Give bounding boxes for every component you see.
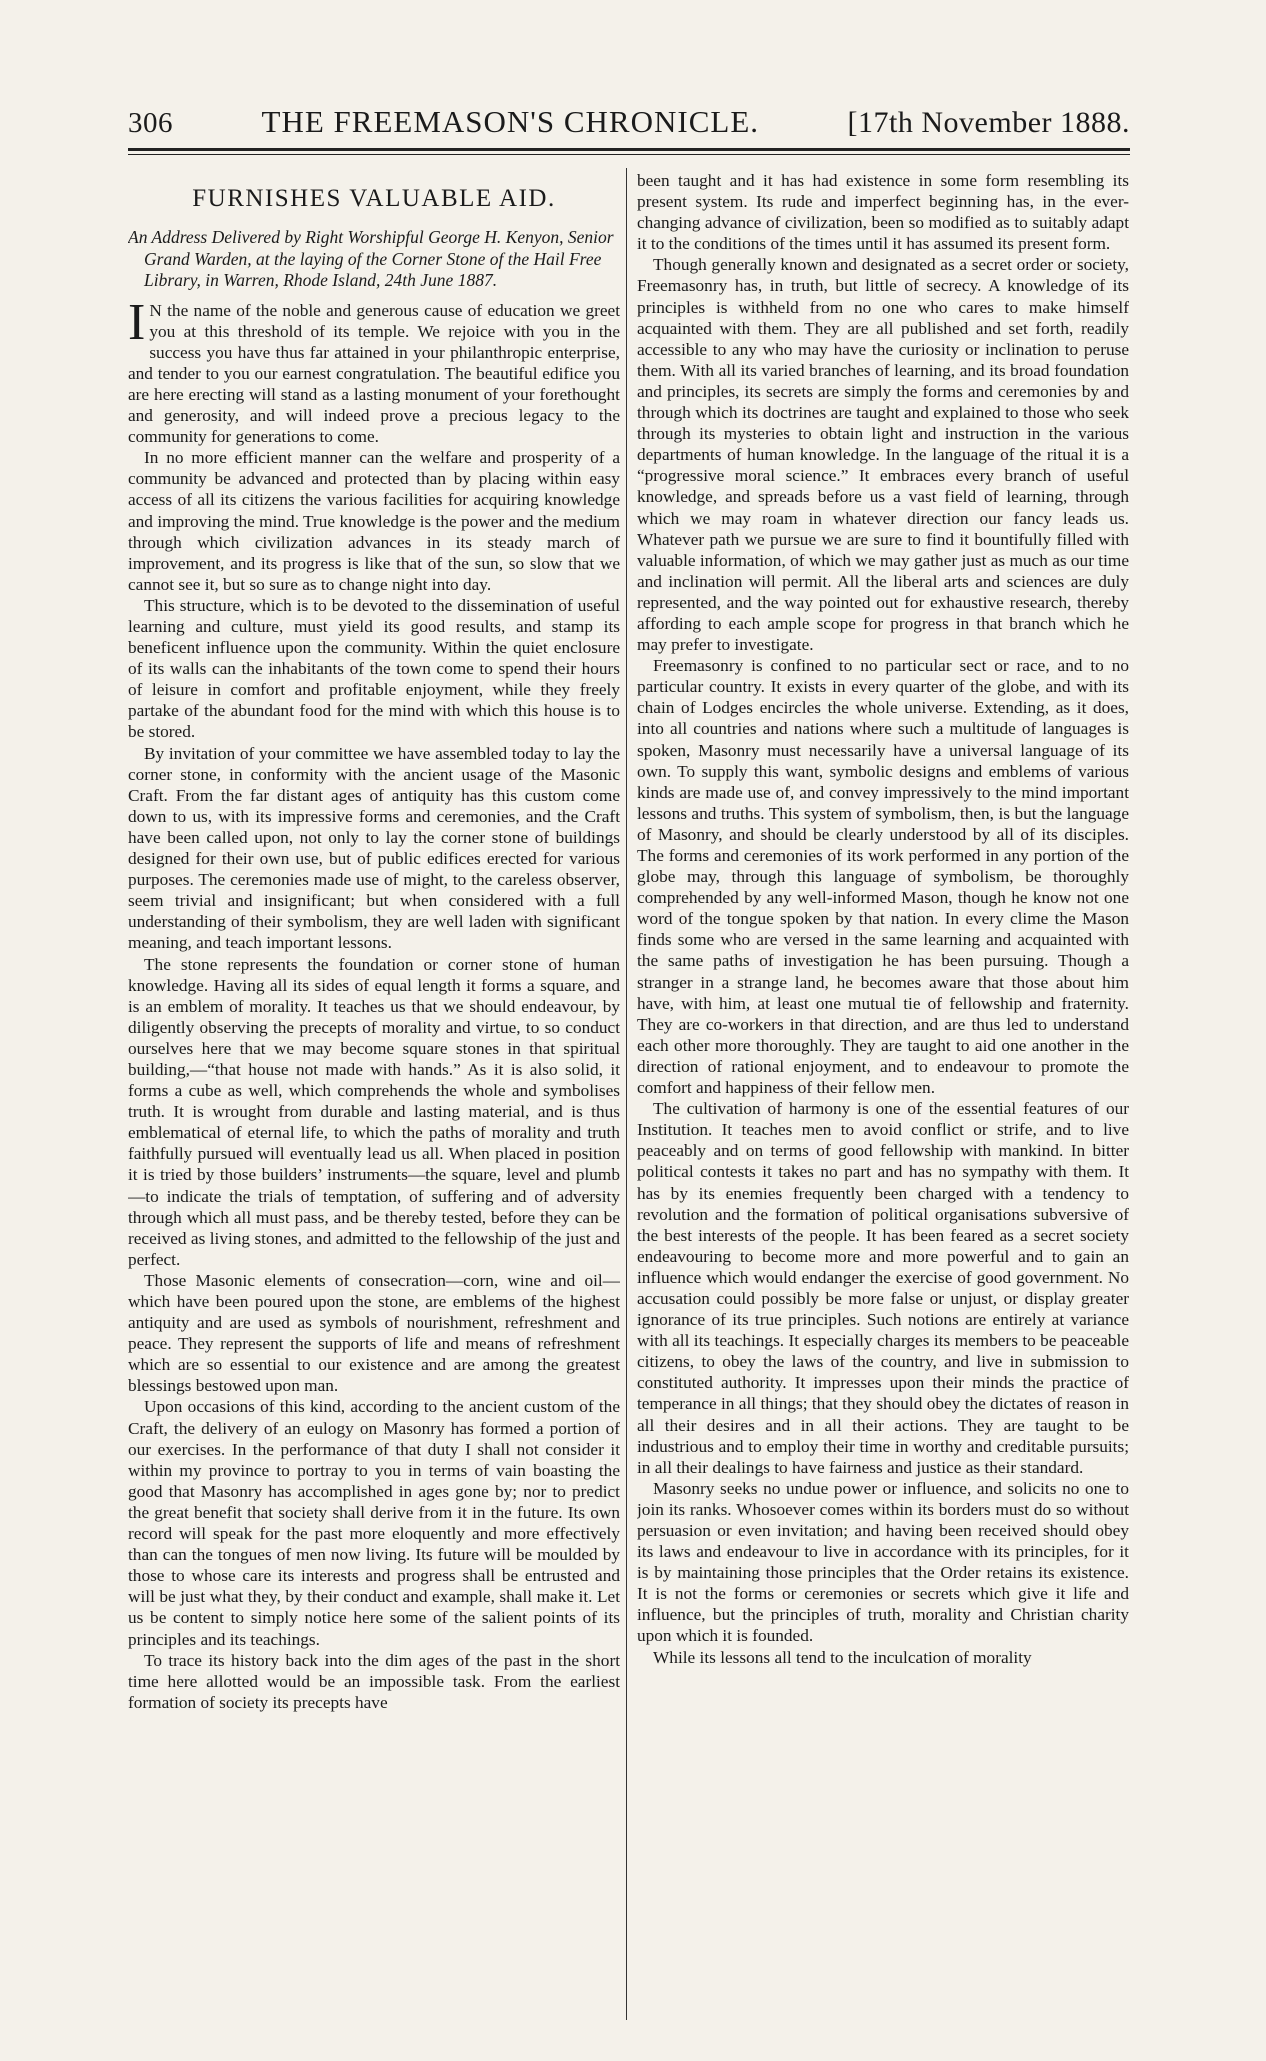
article-byline: An Address Delivered by Right Worshipful George H. Kenyon, Senior Grand Warden, at the laying of the Corner Stone of the Hail Free Library, in Warren, Rhode Island, 24th June 1887. — [128, 227, 614, 291]
page-number: 306 — [128, 107, 173, 139]
article-paragraph: To trace its history back into the dim ages of the past in the short time here allotted would be an impossible task. From the earliest formation of society its precepts have — [128, 1650, 620, 1712]
article-paragraph: In no more efficient manner can the welfare and prosperity of a community be advanced and protected than by placing within easy access of all its citizens the various facilities for acquiring knowledge and improving the mind. True knowledge is the power and the medium through which civilization advances in its steady march of improvement, and its progress is like that of the sun, so slow that we cannot see it, but so sure as to change night into day. — [128, 448, 620, 594]
article-paragraph: Masonry seeks no undue power or influence, and solicits no one to join its ranks. Whosoever comes within its borders must do so without persuasion or even invitation; and having been received should obey its laws and endeavour to live in accordance with its principles, for it is by maintaining those principles that the Order retains its existence. It is not the forms or ceremonies or secrets which give it life and influence, but the principles of truth, morality and Christian charity upon which it is founded. — [637, 1478, 1129, 1646]
issue-date: [17th November 1888. — [847, 106, 1130, 139]
article-paragraph: By invitation of your committee we have assembled today to lay the corner stone, in conformity with the ancient usage of the Masonic Craft. From the far distant ages of antiquity has this custom come down to us, with its impressive forms and ceremonies, and the Craft have been called upon, not only to lay the corner stone of buildings designed for their own use, but of public edifices erected for various purposes. The ceremonies made use of might, to the careless observer, seem trivial and insignificant; but when considered with a full understanding of their symbolism, they are well laden with significant meaning, and teach important lessons. — [128, 743, 620, 953]
article-paragraph: This structure, which is to be devoted to the dissemination of useful learning and culture, must yield its good results, and stamp its beneficent influence upon the community. Within the quiet enclosure of its walls can the inhabitants of the town come to spend their hours of leisure in comfort and profitable enjoyment, while they freely partake of the abundant food for the mind with which this house is to be stored. — [128, 595, 620, 742]
lead-paragraph — [128, 293, 620, 448]
publication-title: THE FREEMASON'S CHRONICLE. — [261, 104, 760, 139]
left-column — [128, 170, 620, 2020]
lead-paragraph-text: N the name of the noble and generous cause of education we greet you at this threshold of its temple. We rejoice with you in the success you have thus far attained in your philanthropic enterprise, and tender to you our earnest congratulation. The beautiful edifice you are here erecting will stand as a lasting monument of your forethought and generosity, and will indeed prove a precious legacy to the community for generations to come. — [128, 300, 620, 447]
article-headline: FURNISHES VALUABLE AID. — [192, 185, 556, 212]
column-divider — [626, 168, 627, 2020]
header-rule-thin — [128, 154, 1130, 155]
header-rule-thick — [128, 148, 1130, 151]
article-paragraph: While its lessons all tend to the inculcation of morality — [653, 1647, 1032, 1667]
page-header — [128, 104, 1130, 144]
article-paragraph: Though generally known and designated as a secret order or society, Freemasonry has, in truth, but little of secrecy. A knowledge of its principles is withheld from no one who cares to make himself acquainted with them. They are all published and set forth, readily accessible to any who may have the curiosity or inclination to peruse them. With all its varied branches of learning, and its broad foundation and principles, its secrets are simply the forms and ceremonies by and through which its doctrines are taught and explained to those who seek through its mysteries to obtain light and instruction in the various departments of human knowledge. In the language of the ritual it is a “progressive moral science.” It embraces every branch of useful knowledge, and spreads before us a vast field of learning, through which we may roam in whatever direction our fancy leads us. Whatever path we pursue we are sure to find it bountifully filled with valuable information, of which we may gather just as much as our time and inclination will permit. All the liberal arts and sciences are duly represented, and the way pointed out for exhaustive research, thereby affording to each ample scope for progress in that branch which he may prefer to investigate. — [637, 255, 1129, 655]
right-column — [637, 170, 1129, 2020]
drop-cap: I — [128, 293, 146, 351]
article-paragraph: Those Masonic elements of consecration—corn, wine and oil—which have been poured upon the stone, are emblems of the highest antiquity and are used as symbols of nourishment, refreshment and peace. They represent the supports of life and means of refreshment which are so essential to our existence and are among the greatest blessings bestowed upon man. — [128, 1270, 620, 1396]
article-paragraph: Freemasonry is confined to no particular sect or race, and to no particular country. It exists in every quarter of the globe, and with its chain of Lodges encircles the whole universe. Extending, as it does, into all countries and nations where such a multitude of languages is spoken, Masonry must necessarily have a universal language of its own. To supply this want, symbolic designs and emblems of various kinds are made use of, and convey impressively to the mind important lessons and truths. This system of symbolism, then, is but the language of Masonry, and should be clearly understood by all of its disciples. The forms and ceremonies of its work performed in any portion of the globe may, through this language of symbolism, be thoroughly comprehended by any well-informed Mason, though he know not one word of the tongue spoken by that nation. In every clime the Mason finds some who are versed in the same learning and acquainted with the same paths of investigation he has been pursuing. Though a stranger in a strange land, he becomes aware that those about him have, with him, at least one mutual tie of fellowship and fraternity. They are co-workers in that direction, and are thus led to understand each other more thoroughly. They are taught to aid one another in the direction of rational enjoyment, and to endeavour to promote the comfort and happiness of their fellow men. — [637, 656, 1129, 1098]
article-lead — [128, 293, 620, 448]
article-paragraph: The cultivation of harmony is one of the essential features of our Institution. It teaches men to avoid conflict or strife, and to live peaceably and on terms of good fellowship with mankind. In bitter political contests it takes no part and has no sympathy with them. It has by its enemies frequently been charged with a tendency to revolution and the formation of political organisations subversive of the best interests of the people. It has been feared as a secret society endeavouring to become more and more powerful and to gain an influence which would endanger the exercise of good government. No accusation could possibly be more false or unjust, or display greater ignorance of its true principles. Such notions are entirely at variance with all its teachings. It especially charges its members to be peaceable citizens, to obey the laws of the country, and live in submission to constituted authority. It impresses upon their minds the practice of temperance in all things; that they should obey the dictates of reason in all their desires and in all their actions. They are taught to be industrious and to employ their time in worthy and creditable pursuits; in all their dealings to have fairness and justice as their standard. — [637, 1099, 1129, 1477]
article-paragraph: Upon occasions of this kind, according to the ancient custom of the Craft, the delivery of an eulogy on Masonry has formed a portion of our exercises. In the performance of that duty I shall not consider it within my province to portray to you in terms of vain boasting the good that Masonry has accomplished in ages gone by; nor to predict the great benefit that society shall derive from it in the future. Its own record will speak for the past more eloquently and more effectively than can the tongues of men now living. Its future will be moulded by those to whose care its interests and progress shall be entrusted and will be just what they, by their conduct and example, shall make it. Let us be content to simply notice here some of the salient points of its principles and its teachings. — [128, 1397, 620, 1649]
article-paragraph: been taught and it has had existence in some form resembling its present system. Its rude and imperfect beginning has, in the ever-changing advance of civilization, been so modified as to suitably adapt it to the conditions of the times until it has assumed its present form. — [637, 171, 1129, 254]
article-paragraph: The stone represents the foundation or corner stone of human knowledge. Having all its sides of equal length it forms a square, and is an emblem of morality. It teaches us that we should endeavour, by diligently observing the precepts of morality and virtue, to so conduct ourselves here that we may become square stones in that spiritual building,—“that house not made with hands.” As it is also solid, it forms a cube as well, which comprehends the whole and symbolises truth. It is wrought from durable and lasting material, and is thus emblematical of eternal life, to which the paths of morality and truth faithfully pursued will eventually lead us all. When placed in position it is tried by those builders’ instruments—the square, level and plumb—to indicate the trials of temptation, of suffering and of adversity through which all must pass, and be thereby tested, before they can be received as living stones, and admitted to the fellowship of the just and perfect. — [128, 954, 620, 1269]
